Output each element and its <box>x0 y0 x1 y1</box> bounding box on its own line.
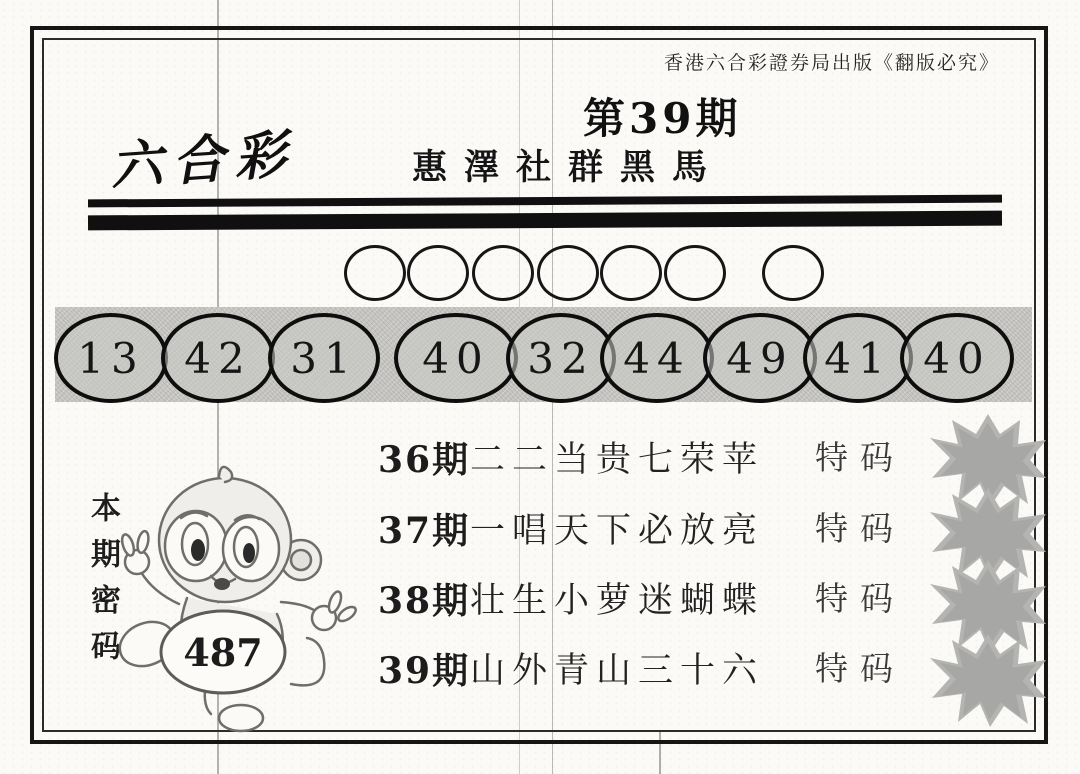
number-oval: 49 <box>703 313 817 403</box>
empty-number-slot <box>537 245 599 301</box>
special-code-label: 特码 <box>815 509 905 548</box>
secret-code-label: 本期密码 <box>85 492 120 676</box>
number-oval: 40 <box>394 313 518 403</box>
empty-number-slot <box>762 245 824 301</box>
banner-title: 惠澤社群黑馬 <box>412 147 725 188</box>
publisher-line: 香港六合彩證券局出版《翻版必究》 <box>664 52 1001 74</box>
number-oval: 44 <box>600 313 714 403</box>
lottery-logo: 六合彩 <box>108 123 299 198</box>
period-label: 37期 <box>378 510 471 552</box>
period-label: 39期 <box>378 650 471 692</box>
poem-text: 一唱天下必放亮 <box>470 511 765 551</box>
poem-text: 山外青山三十六 <box>470 651 765 691</box>
number-oval: 13 <box>54 313 168 403</box>
poem-text: 二二当贵七荣苹 <box>470 440 765 480</box>
empty-number-slot <box>407 245 469 301</box>
empty-number-slot <box>472 245 534 301</box>
poem-text: 壮生小萝迷蝴蝶 <box>470 581 765 621</box>
number-oval: 31 <box>268 313 380 403</box>
empty-number-slot <box>344 245 406 301</box>
number-oval: 32 <box>506 313 616 403</box>
period-label: 38期 <box>378 580 471 622</box>
special-code-label: 特码 <box>815 579 905 618</box>
special-code-label: 特码 <box>815 438 905 477</box>
empty-number-slot <box>664 245 726 301</box>
monkey-mascot-illustration <box>95 452 357 737</box>
number-oval: 42 <box>161 313 275 403</box>
number-oval: 40 <box>900 313 1014 403</box>
empty-number-slot <box>600 245 662 301</box>
starburst-icon <box>927 632 1049 728</box>
number-oval: 41 <box>803 313 913 403</box>
secret-code-value: 487 <box>183 630 263 675</box>
special-code-label: 特码 <box>815 649 905 688</box>
issue-title: 第39期 <box>583 94 742 143</box>
period-label: 36期 <box>378 439 471 481</box>
